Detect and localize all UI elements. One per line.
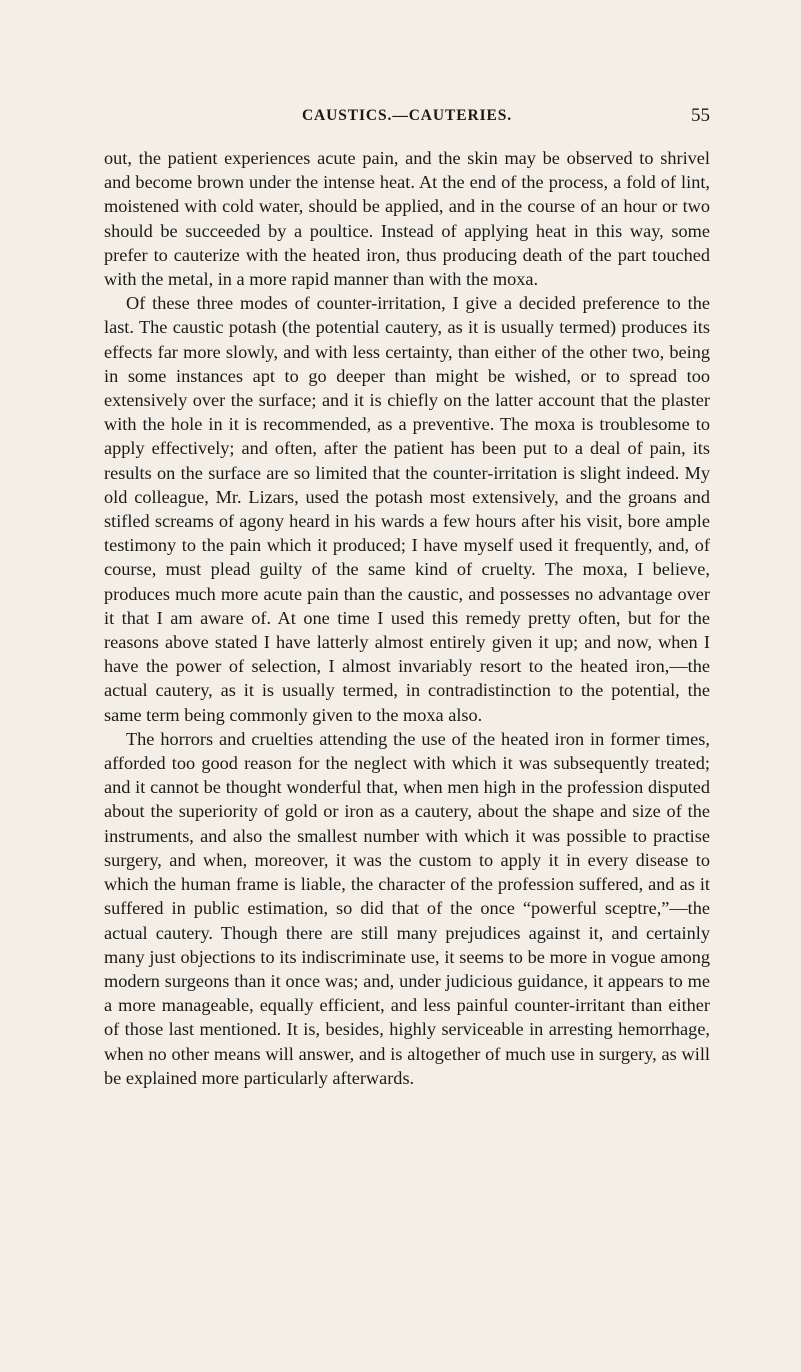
running-head xyxy=(104,104,710,128)
paragraph-heated-iron: The horrors and cruelties attending the use of the heated iron in former times, afforded too good reason for the neglect with which it was subsequently treated; and it cannot be thought wonderful that, when men high in the profession disputed about the superiority of gold or iron as a cautery, about the shape and size of the instruments, and also the smallest number with which it was possible to practise surgery, and when, moreover, it was the custom to apply it in every disease to which the human frame is liable, the character of the profession suffered, and as it suffered in public estimation, so did that of the once “powerful sceptre,”—the actual cautery. Though there are still many prejudices against it, and certainly many just objections to its indiscriminate use, it seems to be more in vogue among modern surgeons than it once was; and, under judicious guidance, it appears to me a more manageable, equally efficient, and less painful counter-irritant than either of those last mentioned. It is, besides, highly serviceable in arresting hemorrhage, when no other means will answer, and is altogether of much use in surgery, as will be explained more particularly afterwards. xyxy=(104,728,710,1088)
running-title: CAUSTICS.—CAUTERIES. xyxy=(301,107,513,124)
body-text xyxy=(104,146,710,1090)
paragraph-counter-irritation: Of these three modes of counter-irritation, I give a decided preference to the last. The caustic potash (the potential cautery, as it is usually termed) produces its effects far more slowly, and with less certainty, than either of the other two, being in some instances apt to go deeper than might be wished, or to spread too extensively over the surface; and it is chiefly on the latter account that the plaster with the hole in it is recommended, as a preventive. The moxa is troublesome to apply effectively; and often, after the patient has been put to a deal of pain, its results on the surface are so limited that the counter-irritation is slight indeed. My old colleague, Mr. Lizars, used the potash most extensively, and the groans and stifled screams of agony heard in his wards a few hours after his visit, bore ample testimony to the pain which it produced; I have myself used it frequently, and, of course, must plead guilty of the same kind of cruelty. The moxa, I believe, produces much more acute pain than the caustic, and possesses no advantage over it that I am aware of. At one time I used this remedy pretty often, but for the reasons above stated I have latterly almost entirely given it up; and now, when I have the power of selection, I almost invariably resort to the heated iron,—the actual cautery, as it is usually termed, in contradistinction to the potential, the same term being commonly given to the moxa also. xyxy=(104,293,710,725)
paragraph-continuation: out, the patient experiences acute pain, and the skin may be observed to shrivel and become brown under the intense heat. At the end of the process, a fold of lint, moistened with cold water, should be applied, and in the course of an hour or two should be succeeded by a poultice. Instead of applying heat in this way, some prefer to cauterize with the heated iron, thus producing death of the part touched with the metal, in a more rapid manner than with the moxa. xyxy=(104,148,710,290)
page-number: 55 xyxy=(691,105,710,126)
